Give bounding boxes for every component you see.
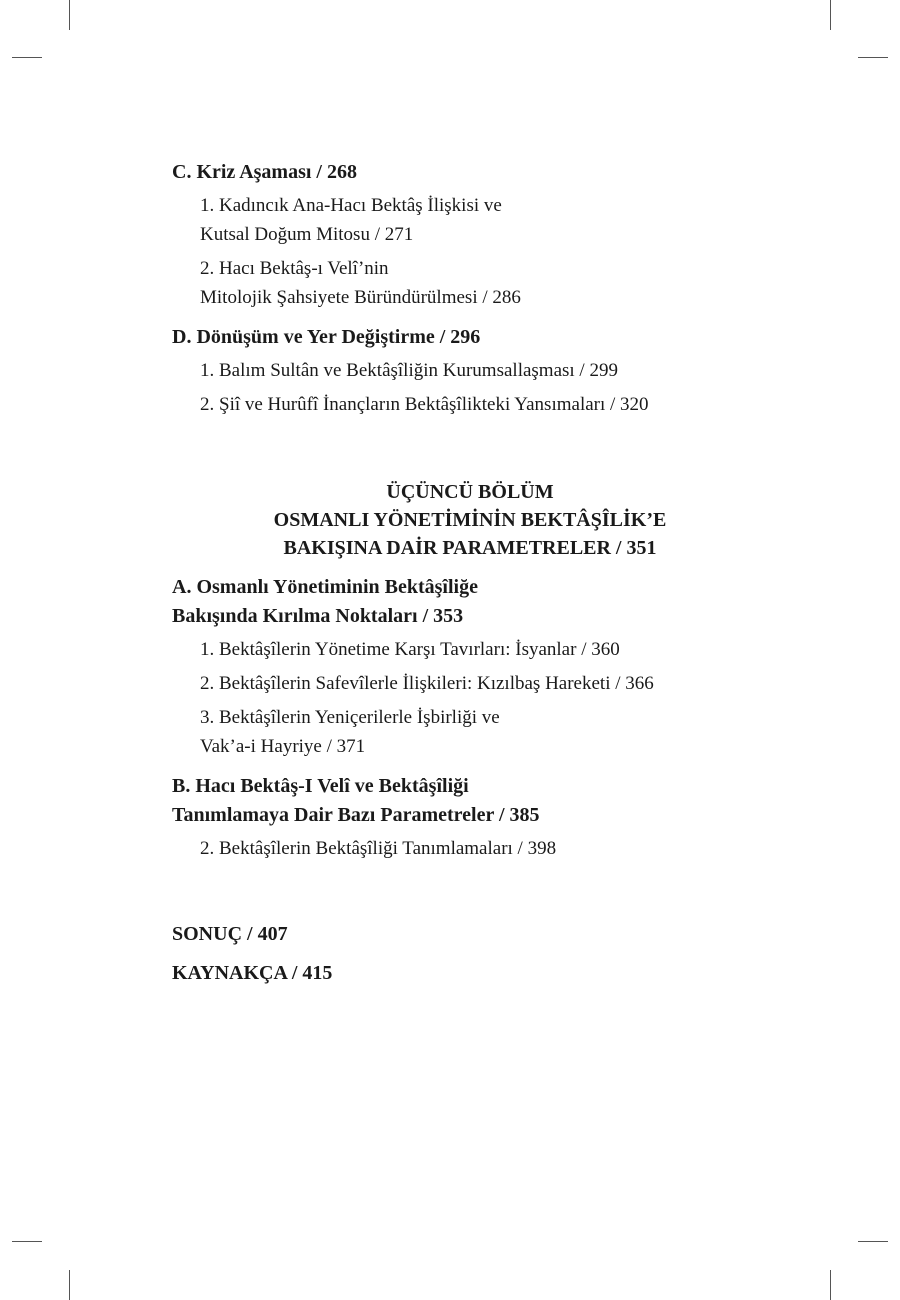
toc-section-heading: C. Kriz Aşaması / 268 <box>172 161 357 183</box>
toc-entry: 2. Bektâşîlerin Bektâşîliği Tanımlamaları / 398 <box>200 838 557 859</box>
toc-entry <box>200 191 822 249</box>
crop-mark <box>830 0 831 30</box>
toc-section-heading <box>172 573 822 631</box>
crop-mark <box>69 0 70 30</box>
toc-section-heading-line: Bakışında Kırılma Noktaları / 353 <box>172 605 464 627</box>
toc-section-heading: D. Dönüşüm ve Yer Değiştirme / 296 <box>172 326 481 348</box>
toc-entry: 2. Şiî ve Hurûfî İnançların Bektâşîlikteki Yansımaları / 320 <box>200 394 649 415</box>
chapter-heading-line: OSMANLI YÖNETİMİNİN BEKTÂŞÎLİK’E <box>273 509 667 531</box>
crop-mark <box>12 1241 42 1242</box>
chapter-heading-line: BAKIŞINA DAİR PARAMETRELER / 351 <box>283 537 657 559</box>
crop-mark <box>830 1270 831 1300</box>
toc-entry-line: 3. Bektâşîlerin Yeniçerilerle İşbirliği ve <box>200 707 500 728</box>
chapter-heading-line: ÜÇÜNCÜ BÖLÜM <box>386 481 554 503</box>
crop-mark <box>858 57 888 58</box>
toc-entry <box>200 254 822 312</box>
crop-mark <box>69 1270 70 1300</box>
crop-mark <box>12 57 42 58</box>
toc-section-heading-line: B. Hacı Bektâş-I Velî ve Bektâşîliği <box>172 775 469 797</box>
toc-conclusion: SONUÇ / 407 <box>172 923 288 945</box>
toc-entry-line: Vak’a-i Hayriye / 371 <box>200 736 366 757</box>
table-of-contents <box>172 158 822 988</box>
toc-entry-line: Kutsal Doğum Mitosu / 271 <box>200 224 414 245</box>
toc-bibliography: KAYNAKÇA / 415 <box>172 962 333 984</box>
toc-section-heading-line: Tanımlamaya Dair Bazı Parametreler / 385 <box>172 804 540 826</box>
toc-entry-line: 2. Hacı Bektâş-ı Velî’nin <box>200 258 389 279</box>
toc-entry: 1. Balım Sultân ve Bektâşîliğin Kurumsallaşması / 299 <box>200 360 618 381</box>
toc-entry-line: 1. Kadıncık Ana-Hacı Bektâş İlişkisi ve <box>200 195 502 216</box>
toc-section-heading-line: A. Osmanlı Yönetiminin Bektâşîliğe <box>172 576 478 598</box>
crop-mark <box>858 1241 888 1242</box>
chapter-heading <box>172 478 768 562</box>
toc-entry-line: Mitolojik Şahsiyete Büründürülmesi / 286 <box>200 287 521 308</box>
toc-entry: 1. Bektâşîlerin Yönetime Karşı Tavırları: İsyanlar / 360 <box>200 639 620 660</box>
toc-section-heading <box>172 772 822 830</box>
toc-entry <box>200 703 822 761</box>
toc-entry: 2. Bektâşîlerin Safevîlerle İlişkileri: Kızılbaş Hareketi / 366 <box>200 673 654 694</box>
